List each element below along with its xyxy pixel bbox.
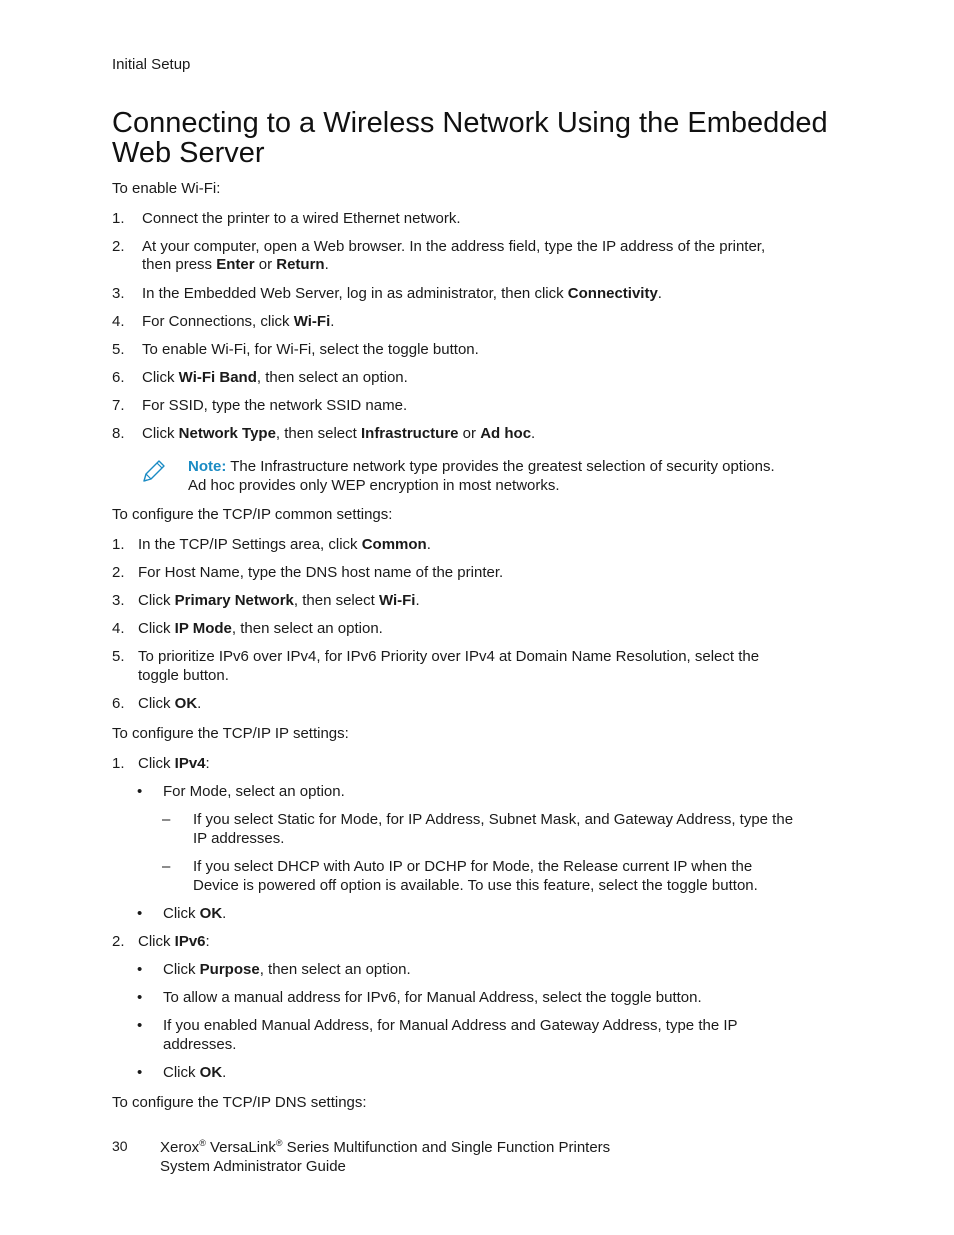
common-intro: To configure the TCP/IP common settings: [112,506,393,523]
footer-brand: Xerox [160,1139,200,1156]
footer-line1 [160,1138,610,1157]
text-fragment: . [426,536,431,553]
ui-term: Network Type [178,425,276,442]
text-fragment: Click [142,369,179,386]
bullet-icon: • [137,783,143,800]
text-fragment: . [222,905,227,922]
text-fragment: : [205,755,210,772]
step-text-cont [142,255,329,274]
text-fragment: Click [138,755,175,772]
text-fragment: Click [163,905,200,922]
ui-term: Common [361,536,427,553]
text-fragment: For Connections, click [142,313,294,330]
bullet-text: To allow a manual address for IPv6, for Manual Address, select the toggle button. [163,989,702,1006]
bullet-icon: • [137,961,143,978]
text-fragment: , then select [293,592,379,609]
text-fragment: At your computer, open a Web browser. In the address field, type the IP address of the printer, [142,238,766,255]
ui-term: Infrastructure [360,425,459,442]
ui-term: IPv4 [174,755,206,772]
text-fragment: . [222,1064,227,1081]
text-fragment: , then select an option. [259,961,411,978]
ui-term: Wi-Fi Band [178,369,257,386]
text-fragment: Click [138,933,175,950]
step-text [142,284,662,303]
step-text [138,932,210,951]
bullet-text [163,1063,226,1082]
running-header: Initial Setup [112,56,191,73]
step-text [142,368,408,387]
text-fragment: . [415,592,420,609]
step-number: 1. [112,210,125,227]
ui-term: OK [199,905,223,922]
text-fragment: In the Embedded Web Server, log in as administrator, then click [142,285,568,302]
step-number: 1. [112,755,125,772]
step-number: 6. [112,369,125,386]
text-fragment: Click [142,425,179,442]
footer-line2: System Administrator Guide [160,1158,346,1175]
pencil-icon [140,457,168,485]
step-number: 3. [112,592,125,609]
page-title: Connecting to a Wireless Network Using the Embedded Web Server [112,107,828,169]
ui-term: Primary Network [174,592,294,609]
step-number: 4. [112,313,125,330]
step-text [142,424,535,443]
ui-term: Connectivity [567,285,658,302]
text-fragment: To prioritize IPv6 over IPv4, for IPv6 Priority over IPv4 at Domain Name Resolution, select the [138,648,760,665]
note-line1: The Infrastructure network type provides the greatest selection of security options. [226,458,775,475]
step-number: 3. [112,285,125,302]
step-number: 5. [112,648,125,665]
bullet-icon: • [137,989,143,1006]
step-number: 2. [112,933,125,950]
step-text [142,209,461,228]
step-text [138,591,420,610]
ip-intro: To configure the TCP/IP IP settings: [112,725,349,742]
step-text [138,754,210,773]
step-text [138,647,759,666]
text-fragment: . [197,695,202,712]
bullet-icon: • [137,905,143,922]
footer-reg2: ® [275,1138,283,1148]
step-text [138,694,201,713]
text-fragment: then press [142,256,217,273]
bullet-icon: • [137,1064,143,1081]
step-text [138,563,503,582]
ui-term: OK [199,1064,223,1081]
step-text [142,312,334,331]
text-fragment: , then select [275,425,361,442]
footer-product: VersaLink [210,1139,276,1156]
step-number: 2. [112,564,125,581]
step-text [142,396,407,415]
note-label: Note: [188,458,227,475]
bullet-text [163,904,226,923]
ui-term: Wi-Fi [378,592,416,609]
step-number: 5. [112,341,125,358]
ui-term: Ad hoc [480,425,532,442]
text-fragment: toggle button. [138,667,229,684]
text-fragment: For Host Name, type the DNS host name of the printer. [138,564,504,581]
text-fragment: For SSID, type the network SSID name. [142,397,408,414]
text-fragment: Click [138,695,175,712]
ui-term: Enter [216,256,255,273]
note-line2: Ad hoc provides only WEP encryption in most networks. [188,477,560,494]
step-number: 2. [112,238,125,255]
text-fragment: Click [138,620,175,637]
wifi-intro: To enable Wi-Fi: [112,180,221,197]
text-fragment: Connect the printer to a wired Ethernet network. [142,210,461,227]
step-number: 4. [112,620,125,637]
step-number: 6. [112,695,125,712]
text-fragment: : [205,933,210,950]
bullet-text [163,960,411,979]
text-fragment: , then select an option. [231,620,383,637]
dns-intro: To configure the TCP/IP DNS settings: [112,1094,367,1111]
bullet-text: For Mode, select an option. [163,783,345,800]
text-fragment: . [330,313,335,330]
text-fragment: To enable Wi-Fi, for Wi-Fi, select the toggle button. [142,341,479,358]
text-fragment: . [324,256,329,273]
text-fragment: . [531,425,536,442]
dash-text-cont: IP addresses. [193,830,285,847]
dash-text: If you select Static for Mode, for IP Address, Subnet Mask, and Gateway Address, type the [193,811,794,828]
bullet-icon: • [137,1017,143,1034]
ui-term: Return [276,256,325,273]
footer-reg1: ® [199,1138,206,1148]
step-number: 1. [112,536,125,553]
ui-term: Purpose [199,961,260,978]
page-number: 30 [112,1138,128,1154]
step-number: 8. [112,425,125,442]
text-fragment: Click [163,961,200,978]
ui-term: OK [174,695,198,712]
text-fragment: or [458,425,481,442]
text-fragment: . [657,285,662,302]
step-text [138,535,431,554]
text-fragment: Click [138,592,175,609]
ui-term: Wi-Fi [293,313,331,330]
bullet-text-cont: addresses. [163,1036,237,1053]
bullet-text: If you enabled Manual Address, for Manual Address and Gateway Address, type the IP [163,1017,738,1034]
text-fragment: or [254,256,277,273]
ui-term: IPv6 [174,933,206,950]
text-fragment: , then select an option. [256,369,408,386]
step-text [138,619,383,638]
dash-icon: – [162,858,171,875]
note-text [188,457,775,476]
ui-term: IP Mode [174,620,232,637]
dash-text: If you select DHCP with Auto IP or DCHP for Mode, the Release current IP when the [193,858,753,875]
dash-text-cont: Device is powered off option is available. To use this feature, select the toggle button. [193,877,758,894]
text-fragment: Click [163,1064,200,1081]
text-fragment: In the TCP/IP Settings area, click [138,536,362,553]
step-text [142,340,479,359]
dash-icon: – [162,811,171,828]
step-number: 7. [112,397,125,414]
step-text [142,237,765,256]
footer-line1-rest: Series Multifunction and Single Function Printers [282,1139,611,1156]
step-text-cont [138,666,229,685]
